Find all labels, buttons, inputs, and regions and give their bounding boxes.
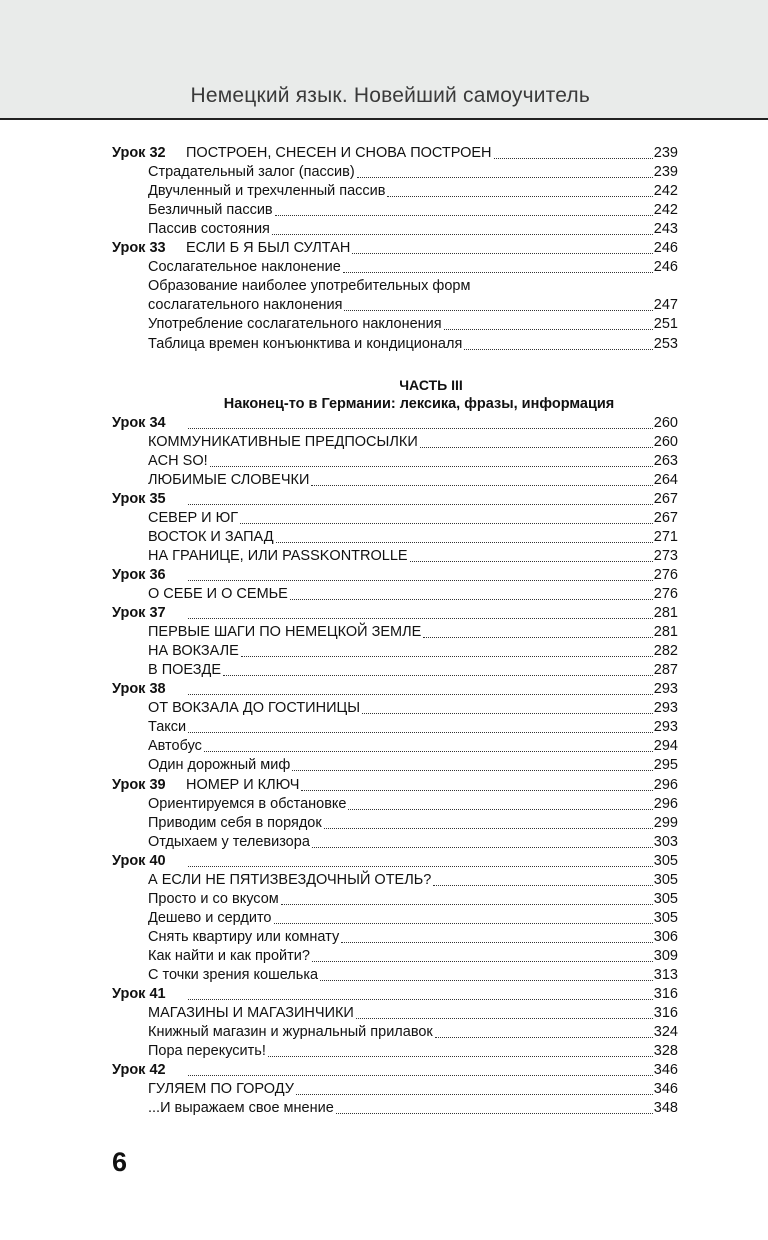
toc-entry-title: ...И выражаем свое мнение	[148, 1100, 334, 1117]
lesson-label: Урок 37	[112, 605, 166, 622]
toc-page-number: 239	[653, 164, 678, 181]
dot-leader	[352, 252, 652, 254]
toc-page-number: 271	[653, 528, 678, 545]
toc-page-number: 282	[653, 643, 678, 660]
toc-entry-row[interactable]	[112, 509, 678, 528]
toc-lesson-row[interactable]	[112, 239, 678, 258]
table-of-contents	[112, 144, 678, 1118]
toc-page-number: 247	[653, 297, 678, 314]
toc-page-number: 293	[653, 719, 678, 736]
toc-entry-title: Как найти и как пройти?	[148, 947, 310, 964]
toc-page-number: 346	[653, 1062, 678, 1079]
dot-leader	[464, 348, 652, 350]
dot-leader	[320, 979, 653, 981]
toc-page-number: 273	[653, 547, 678, 564]
toc-entry-row[interactable]	[112, 334, 678, 353]
toc-entry-title: ВОСТОК И ЗАПАД	[148, 528, 274, 545]
toc-page-number: 276	[653, 566, 678, 583]
toc-page-number: 260	[653, 433, 678, 450]
toc-page-number: 348	[653, 1100, 678, 1117]
toc-entry-row[interactable]	[112, 890, 678, 909]
toc-entry-row[interactable]	[112, 718, 678, 737]
toc-page-number: 305	[653, 909, 678, 926]
toc-entry-row[interactable]	[112, 699, 678, 718]
toc-page-number: 246	[653, 240, 678, 257]
dot-leader	[240, 522, 653, 524]
dot-leader	[324, 827, 653, 829]
dot-leader	[281, 903, 653, 905]
dot-leader	[276, 541, 653, 543]
toc-entry-row[interactable]	[112, 182, 678, 201]
toc-entry-row[interactable]	[112, 201, 678, 220]
toc-entry-title: Дешево и сердито	[148, 909, 272, 926]
dot-leader	[311, 484, 652, 486]
toc-entry-row[interactable]	[112, 833, 678, 852]
toc-entry-row[interactable]	[112, 795, 678, 814]
toc-page-number: 260	[653, 414, 678, 431]
toc-entry-title: Пассив состояния	[148, 221, 270, 238]
toc-entry-row[interactable]	[112, 258, 678, 277]
part-subtitle: Наконец-то в Германии: лексика, фразы, информация	[223, 395, 615, 412]
dot-leader	[344, 309, 652, 311]
toc-lesson-row[interactable]	[112, 852, 678, 871]
lesson-label: Урок 34	[112, 414, 166, 431]
toc-entry-row[interactable]	[112, 1023, 678, 1042]
toc-entry-title: Употребление сослагательного наклонения	[148, 316, 442, 333]
toc-entry-row[interactable]	[112, 296, 678, 315]
toc-entry-title: Просто и со вкусом	[148, 890, 279, 907]
toc-entry-title: А ЕСЛИ НЕ ПЯТИЗВЕЗДОЧНЫЙ ОТЕЛЬ?	[148, 871, 432, 888]
toc-page-number: 296	[653, 795, 678, 812]
dot-leader	[296, 1093, 653, 1095]
lesson-label: Урок 35	[112, 490, 166, 507]
running-header	[0, 0, 768, 120]
toc-entry-row[interactable]	[112, 947, 678, 966]
toc-entry-title: НА ВОКЗАЛЕ	[148, 643, 239, 660]
dot-leader	[292, 769, 652, 771]
dot-leader	[362, 712, 653, 714]
dot-leader	[312, 960, 653, 962]
toc-lesson-row[interactable]	[112, 490, 678, 509]
toc-entry-row[interactable]	[112, 528, 678, 547]
toc-page-number: 324	[653, 1024, 678, 1041]
dot-leader	[357, 176, 653, 178]
toc-entry-title: ЕСЛИ Б Я БЫЛ СУЛТАН	[186, 240, 351, 257]
lesson-label: Урок 32	[112, 145, 166, 162]
dot-leader	[204, 750, 653, 752]
toc-entry-title: Такси	[148, 719, 187, 736]
page-number: 6	[112, 1147, 128, 1177]
toc-page-number: 328	[653, 1043, 678, 1060]
toc-entry-title: Один дорожный миф	[148, 757, 291, 774]
lesson-label: Урок 41	[112, 986, 166, 1003]
toc-page-number: 264	[653, 471, 678, 488]
toc-entry-row[interactable]	[112, 737, 678, 756]
toc-entry-row[interactable]	[112, 966, 678, 985]
dot-leader	[188, 693, 653, 695]
toc-entry-title: ГУЛЯЕМ ПО ГОРОДУ	[148, 1081, 294, 1098]
toc-page-number: 346	[653, 1081, 678, 1098]
dot-leader	[188, 503, 653, 505]
toc-entry-row[interactable]	[112, 547, 678, 566]
dot-leader	[274, 922, 653, 924]
toc-lesson-row[interactable]	[112, 775, 678, 794]
toc-page-number: 316	[653, 986, 678, 1003]
toc-entry-title: Таблица времен конъюнктива и кондиционаля	[148, 335, 463, 352]
toc-page-number: 306	[653, 928, 678, 945]
dot-leader	[341, 941, 653, 943]
toc-entry-row[interactable]	[112, 623, 678, 642]
toc-section-after	[112, 414, 678, 1119]
lesson-label: Урок 38	[112, 681, 166, 698]
dot-leader	[188, 865, 653, 867]
toc-entry-row[interactable]	[112, 928, 678, 947]
toc-page-number: 239	[653, 145, 678, 162]
toc-entry-title: ПОСТРОЕН, СНЕСЕН И СНОВА ПОСТРОЕН	[186, 145, 492, 162]
toc-entry-title: Отдыхаем у телевизора	[148, 833, 310, 850]
toc-entry-title: О СЕБЕ И О СЕМЬЕ	[148, 586, 288, 603]
toc-entry-row[interactable]	[112, 585, 678, 604]
toc-entry-title: ЛЮБИМЫЕ СЛОВЕЧКИ	[148, 471, 310, 488]
toc-entry-title: НА ГРАНИЦЕ, ИЛИ PASSKONTROLLE	[148, 547, 408, 564]
lesson-label: Урок 39	[112, 776, 166, 793]
dot-leader	[356, 1017, 653, 1019]
toc-entry-row[interactable]	[112, 1042, 678, 1061]
toc-page-number: 276	[653, 586, 678, 603]
toc-entry-row[interactable]	[112, 1099, 678, 1118]
toc-page-number: 243	[653, 221, 678, 238]
toc-entry-title: Сослагательное наклонение	[148, 259, 341, 276]
toc-lesson-row[interactable]	[112, 144, 678, 163]
toc-entry-row[interactable]	[112, 163, 678, 182]
dot-leader	[188, 998, 653, 1000]
toc-page-number: 305	[653, 871, 678, 888]
dot-leader	[348, 808, 652, 810]
toc-entry-row[interactable]	[112, 909, 678, 928]
toc-lesson-row[interactable]	[112, 680, 678, 699]
toc-entry-title: Ориентируемся в обстановке	[148, 795, 347, 812]
toc-page-number: 287	[653, 662, 678, 679]
toc-entry-row[interactable]	[112, 661, 678, 680]
toc-entry-title: ACH SO!	[148, 452, 208, 469]
toc-page-number: 305	[653, 852, 678, 869]
toc-entry-row[interactable]	[112, 1080, 678, 1099]
toc-entry-title: Книжный магазин и журнальный прилавок	[148, 1024, 433, 1041]
toc-page-number: 251	[653, 316, 678, 333]
toc-page-number: 253	[653, 335, 678, 352]
toc-page-number: 296	[653, 776, 678, 793]
dot-leader	[188, 1074, 653, 1076]
dot-leader	[387, 195, 652, 197]
dot-leader	[336, 1112, 653, 1114]
toc-lesson-row[interactable]	[112, 604, 678, 623]
toc-entry-title: НОМЕР И КЛЮЧ	[186, 776, 300, 793]
toc-entry-row[interactable]	[112, 220, 678, 239]
toc-section-before	[112, 144, 678, 354]
toc-entry-row[interactable]	[112, 1004, 678, 1023]
dot-leader	[410, 560, 653, 562]
toc-entry-row[interactable]	[112, 756, 678, 775]
toc-page-number: 294	[653, 738, 678, 755]
toc-page-number: 305	[653, 890, 678, 907]
toc-entry-title: ОТ ВОКЗАЛА ДО ГОСТИНИЦЫ	[148, 700, 361, 717]
toc-entry-title: ПЕРВЫЕ ШАГИ ПО НЕМЕЦКОЙ ЗЕМЛЕ	[148, 624, 422, 641]
dot-leader	[275, 214, 653, 216]
toc-entry-title: КОММУНИКАТИВНЫЕ ПРЕДПОСЫЛКИ	[148, 433, 418, 450]
dot-leader	[188, 617, 653, 619]
toc-entry-title: Автобус	[148, 738, 202, 755]
toc-entry-title: Приводим себя в порядок	[148, 814, 322, 831]
dot-leader	[188, 731, 653, 733]
toc-page-number: 293	[653, 681, 678, 698]
dot-leader	[290, 598, 653, 600]
toc-entry-title: Снять квартиру или комнату	[148, 928, 340, 945]
toc-lesson-row[interactable]	[112, 414, 678, 433]
dot-leader	[241, 655, 653, 657]
toc-page-number: 309	[653, 947, 678, 964]
dot-leader	[188, 579, 653, 581]
toc-lesson-row[interactable]	[112, 1061, 678, 1080]
toc-entry-title: Двучленный и трехчленный пассив	[148, 183, 386, 200]
toc-entry-row[interactable]	[112, 452, 678, 471]
lesson-label: Урок 36	[112, 566, 166, 583]
section-gap	[112, 354, 678, 376]
toc-page-number: 242	[653, 183, 678, 200]
dot-leader	[435, 1036, 653, 1038]
lesson-label: Урок 40	[112, 852, 166, 869]
dot-leader	[444, 328, 653, 330]
toc-page-number: 303	[653, 833, 678, 850]
book-title: Немецкий язык. Новейший самоучитель	[190, 84, 590, 107]
toc-page-number: 267	[653, 490, 678, 507]
part-heading: ЧАСТЬ III	[399, 376, 463, 393]
dot-leader	[312, 846, 653, 848]
toc-lesson-row[interactable]	[112, 566, 678, 585]
toc-entry-row[interactable]	[112, 642, 678, 661]
dot-leader	[423, 636, 653, 638]
dot-leader	[301, 789, 652, 791]
toc-page-number: 313	[653, 966, 678, 983]
toc-page-number: 281	[653, 605, 678, 622]
toc-entry-row[interactable]	[112, 433, 678, 452]
dot-leader	[433, 884, 652, 886]
dot-leader	[268, 1055, 653, 1057]
toc-entry-title: СЕВЕР И ЮГ	[148, 509, 239, 526]
toc-entry-row[interactable]	[112, 315, 678, 334]
toc-entry-row[interactable]	[112, 871, 678, 890]
dot-leader	[223, 674, 653, 676]
toc-entry-title: Страдательный залог (пассив)	[148, 164, 355, 181]
dot-leader	[494, 157, 653, 159]
dot-leader	[188, 427, 653, 429]
toc-page-number: 316	[653, 1005, 678, 1022]
toc-page-number: 293	[653, 700, 678, 717]
toc-page-number: 299	[653, 814, 678, 831]
lesson-label: Урок 42	[112, 1062, 166, 1079]
toc-entry-row[interactable]	[112, 471, 678, 490]
toc-page-number: 281	[653, 624, 678, 641]
toc-page-number: 295	[653, 757, 678, 774]
toc-page-number: 246	[653, 259, 678, 276]
dot-leader	[420, 446, 653, 448]
toc-entry-title: МАГАЗИНЫ И МАГАЗИНЧИКИ	[148, 1005, 354, 1022]
toc-entry-title: С точки зрения кошелька	[148, 966, 319, 983]
toc-entry-title: сослагательного наклонения	[148, 297, 343, 314]
toc-lesson-row[interactable]	[112, 985, 678, 1004]
toc-page-number: 242	[653, 202, 678, 219]
dot-leader	[343, 271, 653, 273]
toc-entry-title: Безличный пассив	[148, 202, 273, 219]
toc-page-number: 263	[653, 452, 678, 469]
toc-entry-row[interactable]	[112, 814, 678, 833]
toc-page-number: 267	[653, 509, 678, 526]
toc-entry-title-line: Образование наиболее употребительных форм	[148, 278, 471, 295]
dot-leader	[272, 233, 653, 235]
dot-leader	[210, 465, 653, 467]
toc-entry-title: В ПОЕЗДЕ	[148, 662, 222, 679]
toc-entry-title: Пора перекусить!	[148, 1043, 266, 1060]
lesson-label: Урок 33	[112, 240, 166, 257]
